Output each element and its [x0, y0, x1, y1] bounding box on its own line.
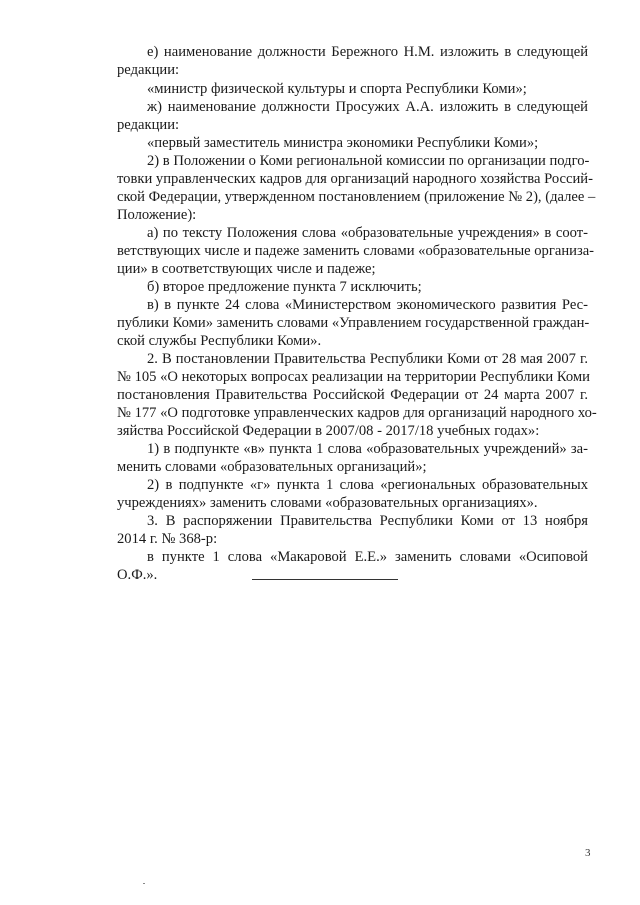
text-line: 2. В постановлении Правительства Республики Коми от 28 мая 2007 г. — [147, 351, 588, 367]
text-line: № 105 «О некоторых вопросах реализации на территории Республики Коми — [117, 369, 590, 385]
text-line: зяйства Российской Федерации в 2007/08 - 2017/18 учебных годах»: — [117, 423, 540, 439]
text-line: публики Коми» заменить словами «Управлением государственной граждан- — [117, 315, 590, 331]
text-line: редакции: — [117, 117, 180, 133]
scan-speck — [143, 883, 145, 884]
text-line: учреждениях» заменить словами «образовательных организациях». — [117, 495, 538, 511]
text-line: е) наименование должности Бережного Н.М. изложить в следующей — [147, 44, 588, 60]
text-line: 1) в подпункте «в» пункта 1 слова «образовательных учреждений» за- — [147, 441, 588, 457]
text-line: ветствующих числе и падеже заменить словами «образовательные организа- — [117, 243, 595, 259]
page-number: 3 — [585, 847, 591, 859]
text-line: в пункте 1 слова «Макаровой Е.Е.» заменить словами «Осиповой — [147, 549, 588, 565]
text-line: товки управленческих кадров для организаций народного хозяйства Россий- — [117, 171, 593, 187]
text-line: ской Федерации, утвержденном постановлением (приложение № 2), (далее – — [117, 189, 596, 205]
text-line: 2) в Положении о Коми региональной комиссии по организации подго- — [147, 153, 590, 169]
text-line: 2) в подпункте «г» пункта 1 слова «региональных образовательных — [147, 477, 588, 493]
text-line: «первый заместитель министра экономики Республики Коми»; — [147, 135, 539, 151]
text-line: ской службы Республики Коми». — [117, 333, 322, 349]
text-line: б) второе предложение пункта 7 исключить; — [147, 279, 422, 295]
text-line: 3. В распоряжении Правительства Республики Коми от 13 ноября — [147, 513, 588, 529]
text-line: менить словами «образовательных организаций»; — [117, 459, 427, 475]
section-divider — [252, 579, 398, 580]
text-line: 2014 г. № 368-р: — [117, 531, 218, 547]
text-line: № 177 «О подготовке управленческих кадров для организаций народного хо- — [117, 405, 597, 421]
text-line: а) по тексту Положения слова «образовательные учреждения» в соот- — [147, 225, 588, 241]
text-line: редакции: — [117, 62, 180, 78]
text-line: ж) наименование должности Просужих А.А. изложить в следующей — [147, 99, 588, 115]
text-line: ции» в соответствующих числе и падеже; — [117, 261, 376, 277]
text-line: «министр физической культуры и спорта Республики Коми»; — [147, 81, 527, 97]
text-line: О.Ф.». — [117, 567, 158, 583]
text-line: постановления Правительства Российской Федерации от 24 марта 2007 г. — [117, 387, 588, 403]
text-line: в) в пункте 24 слова «Министерством экономического развития Рес- — [147, 297, 588, 313]
text-line: Положение): — [117, 207, 197, 223]
